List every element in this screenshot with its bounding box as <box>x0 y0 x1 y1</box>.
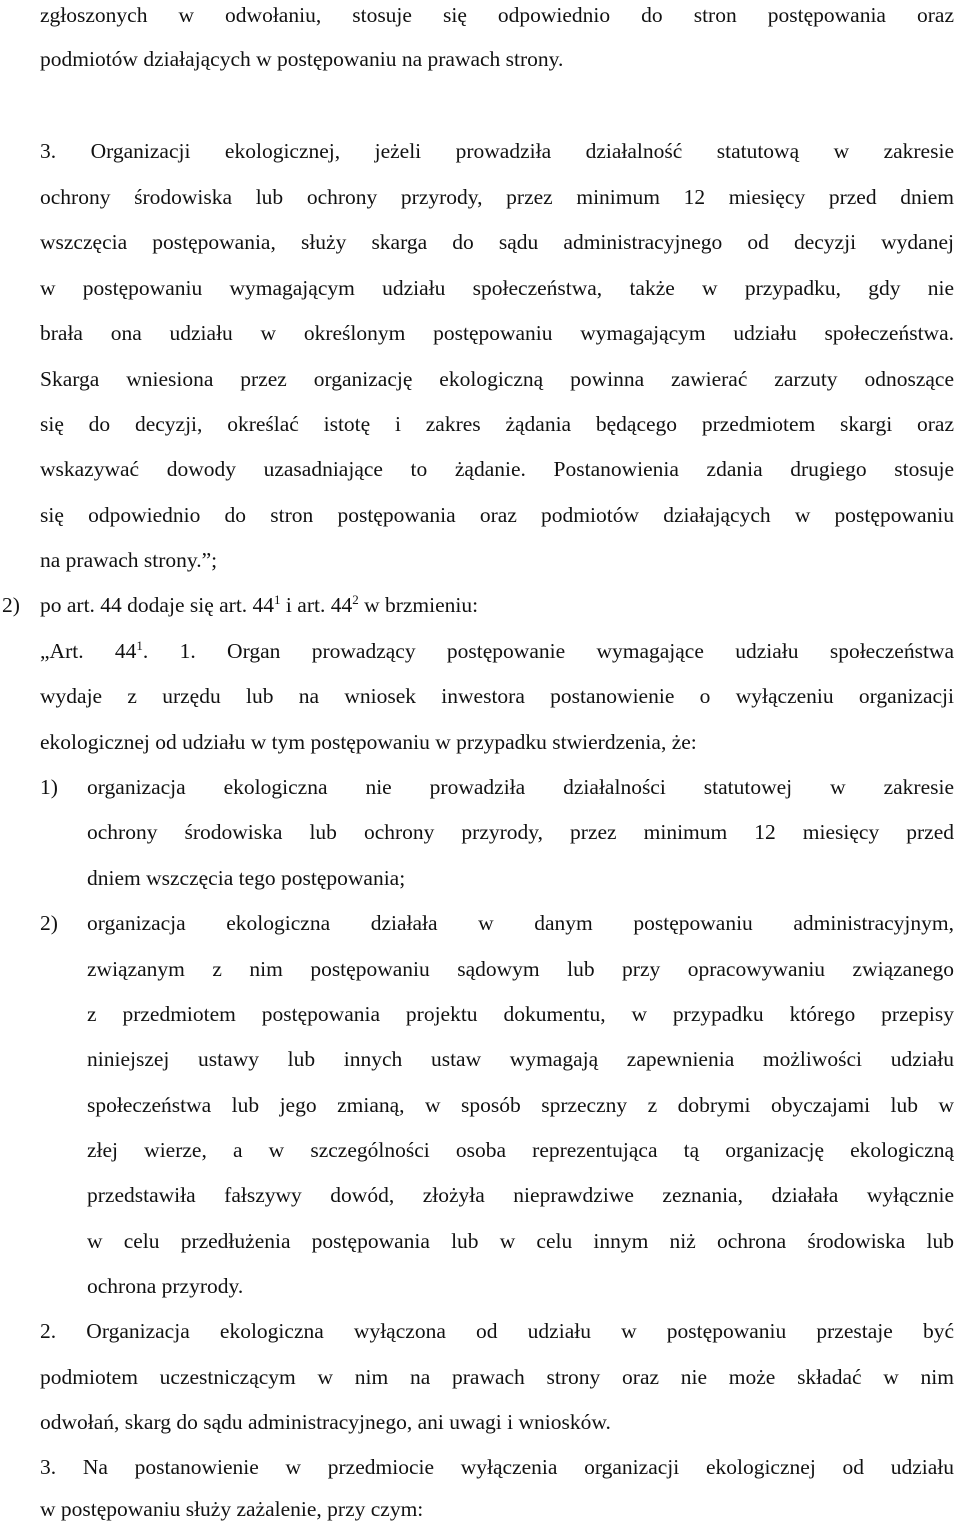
text-line: się do decyzji, określać istotę i zakres żądania będącego przedmiotem skargi oraz <box>40 412 954 436</box>
text-line: niniejszej ustawy lub innych ustaw wymagają zapewnienia możliwości udziału <box>87 1047 954 1071</box>
text-line: odwołań, skarg do sądu administracyjnego, ani uwagi i wniosków. <box>40 1410 611 1434</box>
text-line: po art. 44 dodaje się art. $44^1$ i art. $44^2$ w brzmieniu: <box>40 592 479 617</box>
text-line: w celu przedłużenia postępowania lub w celu innym niż ochrona środowiska lub <box>87 1229 954 1253</box>
text-line: ochrony środowiska lub ochrony przyrody, przez minimum 12 miesięcy przed dniem <box>40 185 954 209</box>
text-line: związanym z nim postępowaniu sądowym lub przy opracowywaniu związanego <box>87 957 954 981</box>
list-number: 2) <box>2 593 20 617</box>
text-line: ekologicznej od udziału w tym postępowaniu w przypadku stwierdzenia, że: <box>40 730 697 754</box>
text-line: 2. Organizacja ekologiczna wyłączona od udziału w postępowaniu przestaje być <box>40 1319 954 1343</box>
text-line: 3. Na postanowienie w przedmiocie wyłączenia organizacji ekologicznej od udziału <box>40 1455 954 1479</box>
text-line: przedstawiła fałszywy dowód, złożyła nieprawdziwe zeznania, działała wyłącznie <box>87 1183 954 1207</box>
text-line: podmiotem uczestniczącym w nim na prawach strony oraz nie może składać w nim <box>40 1365 954 1389</box>
text-line: w postępowaniu wymagającym udziału społeczeństwa, także w przypadku, gdy nie <box>40 276 954 300</box>
text-line: ochrona przyrody. <box>87 1274 244 1298</box>
text-line: ochrony środowiska lub ochrony przyrody, przez minimum 12 miesięcy przed <box>87 820 954 844</box>
list-number: 1) <box>40 775 58 799</box>
text-line: społeczeństwa lub jego zmianą, w sposób sprzeczny z dobrymi obyczajami lub w <box>87 1093 954 1117</box>
text-line: z przedmiotem postępowania projektu dokumentu, w przypadku którego przepisy <box>87 1002 954 1026</box>
text-line: złej wierze, a w szczególności osoba reprezentująca tą organizację ekologiczną <box>87 1138 954 1162</box>
text-line: brała ona udziału w określonym postępowaniu wymagającym udziału społeczeństwa. <box>40 321 954 345</box>
text-line: wydaje z urzędu lub na wniosek inwestora postanowienie o wyłączeniu organizacji <box>40 684 954 708</box>
text-line: organizacja ekologiczna nie prowadziła działalności statutowej w zakresie <box>87 775 954 799</box>
document-page <box>2 0 954 1528</box>
text-line: się odpowiednio do stron postępowania oraz podmiotów działających w postępowaniu <box>40 503 954 527</box>
text-line: podmiotów działających w postępowaniu na prawach strony. <box>40 47 564 71</box>
article-heading: „Art. $44^1$. 1. Organ prowadzący postępowanie wymagające udziału społeczeństwa <box>40 638 954 663</box>
text-line: w postępowaniu służy zażalenie, przy czym: <box>40 1497 424 1521</box>
text-line: wskazywać dowody uzasadniające to żądanie. Postanowienia zdania drugiego stosuje <box>40 457 954 481</box>
text-line: 3. Organizacji ekologicznej, jeżeli prowadziła działalność statutową w zakresie <box>40 139 954 163</box>
text-line: wszczęcia postępowania, służy skarga do sądu administracyjnego od decyzji wydanej <box>40 230 954 254</box>
text-line: organizacja ekologiczna działała w danym postępowaniu administracyjnym, <box>87 911 954 935</box>
text-line: na prawach strony.”; <box>40 548 218 572</box>
text-line: Skarga wniesiona przez organizację ekologiczną powinna zawierać zarzuty odnoszące <box>40 367 954 391</box>
text-line: zgłoszonych w odwołaniu, stosuje się odpowiednio do stron postępowania oraz <box>40 3 954 27</box>
list-number: 2) <box>40 911 58 935</box>
text-line: dniem wszczęcia tego postępowania; <box>87 866 406 890</box>
